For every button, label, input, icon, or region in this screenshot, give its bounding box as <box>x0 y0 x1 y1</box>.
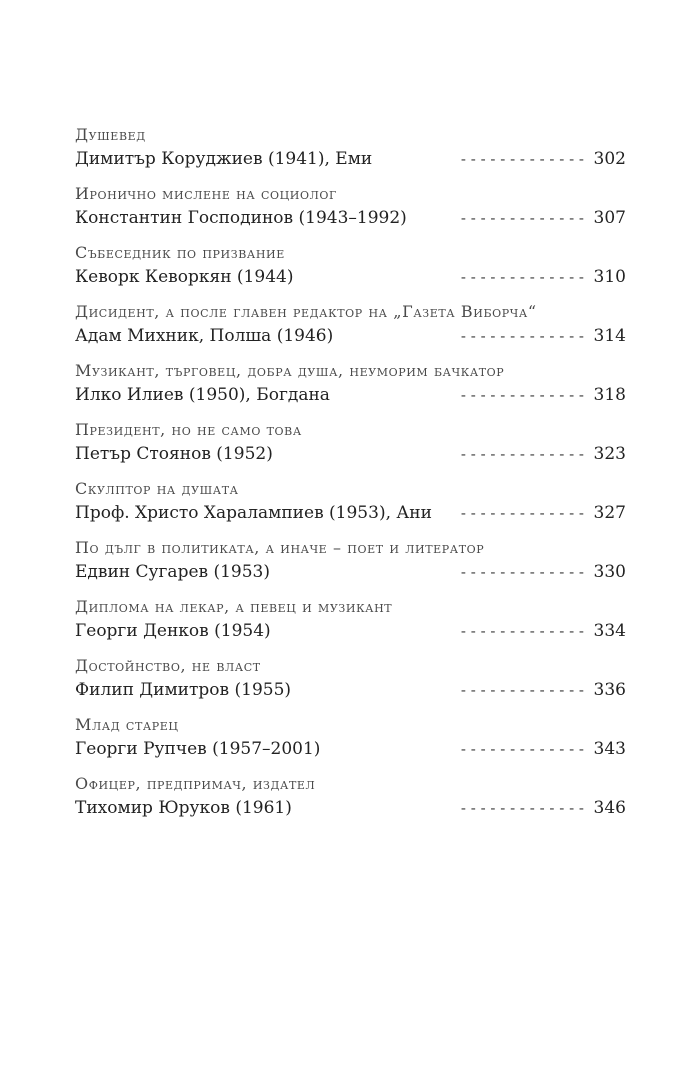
dot-leader: - - - - - - - - - - - - - <box>460 209 584 227</box>
toc-entry <box>75 655 626 714</box>
entry-name: Тихомир Юруков (1961) <box>75 798 292 818</box>
entry-page-number: 330 <box>593 562 626 582</box>
toc-entry <box>75 478 626 537</box>
entry-subtitle: Музикант, търговец, добра душа, неуморим бачкатор <box>75 361 505 380</box>
dot-leader: - - - - - - - - - - - - - <box>460 150 584 168</box>
toc-entry <box>75 242 626 301</box>
entry-line <box>75 323 626 349</box>
dot-leader: - - - - - - - - - - - - - <box>460 563 584 581</box>
entry-line <box>75 736 626 762</box>
entry-name: Проф. Христо Харалампиев (1953), Ани <box>75 503 432 523</box>
entry-line <box>75 441 626 467</box>
entry-page-number: 310 <box>593 267 626 287</box>
toc-entry <box>75 124 626 183</box>
entry-subtitle: Душевед <box>75 125 146 144</box>
entry-line <box>75 559 626 585</box>
table-of-contents <box>75 124 626 832</box>
entry-page-number: 327 <box>593 503 626 523</box>
entry-subtitle: Президент, но не само това <box>75 420 302 439</box>
entry-subtitle: Офицер, предпримач, издател <box>75 774 316 793</box>
entry-subtitle: Достойнство, не власт <box>75 656 261 675</box>
entry-subtitle: Скулптор на душата <box>75 479 239 498</box>
dot-leader: - - - - - - - - - - - - - <box>460 681 584 699</box>
entry-name: Адам Михник, Полша (1946) <box>75 326 334 346</box>
dot-leader: - - - - - - - - - - - - - <box>460 740 584 758</box>
dot-leader: - - - - - - - - - - - - - <box>460 622 584 640</box>
entry-page-number: 336 <box>593 680 626 700</box>
dot-leader: - - - - - - - - - - - - - <box>460 445 584 463</box>
entry-subtitle: Иронично мислене на социолог <box>75 184 337 203</box>
toc-entry <box>75 714 626 773</box>
entry-subtitle: Събеседник по призвание <box>75 243 285 262</box>
entry-name: Константин Господинов (1943–1992) <box>75 208 407 228</box>
entry-subtitle: Диплома на лекар, а певец и музикант <box>75 597 393 616</box>
entry-page-number: 334 <box>593 621 626 641</box>
entry-page-number: 302 <box>593 149 626 169</box>
entry-name: Илко Илиев (1950), Богдана <box>75 385 330 405</box>
entry-name: Димитър Коруджиев (1941), Еми <box>75 149 373 169</box>
dot-leader: - - - - - - - - - - - - - <box>460 799 584 817</box>
entry-page-number: 323 <box>593 444 626 464</box>
toc-entry <box>75 360 626 419</box>
entry-line <box>75 382 626 408</box>
toc-entry <box>75 537 626 596</box>
entry-subtitle: По дълг в политиката, а иначе – поет и литератор <box>75 538 485 557</box>
entry-line <box>75 264 626 290</box>
toc-entry <box>75 301 626 360</box>
entry-name: Едвин Сугарев (1953) <box>75 562 271 582</box>
entry-line <box>75 205 626 231</box>
entry-page-number: 314 <box>593 326 626 346</box>
toc-entry <box>75 596 626 655</box>
entry-name: Георги Рупчев (1957–2001) <box>75 739 321 759</box>
entry-subtitle: Млад старец <box>75 715 179 734</box>
entry-name: Георги Денков (1954) <box>75 621 271 641</box>
entry-page-number: 318 <box>593 385 626 405</box>
dot-leader: - - - - - - - - - - - - - <box>460 504 584 522</box>
dot-leader: - - - - - - - - - - - - - <box>460 327 584 345</box>
entry-name: Петър Стоянов (1952) <box>75 444 273 464</box>
entry-subtitle: Дисидент, а после главен редактор на „Газета Виборча“ <box>75 302 537 321</box>
toc-entry <box>75 419 626 478</box>
entry-line <box>75 677 626 703</box>
toc-entry <box>75 773 626 832</box>
dot-leader: - - - - - - - - - - - - - <box>460 386 584 404</box>
entry-line <box>75 795 626 821</box>
entry-line <box>75 500 626 526</box>
dot-leader: - - - - - - - - - - - - - <box>460 268 584 286</box>
entry-page-number: 343 <box>593 739 626 759</box>
entry-line <box>75 146 626 172</box>
entry-page-number: 307 <box>593 208 626 228</box>
entry-name: Филип Димитров (1955) <box>75 680 292 700</box>
toc-entry <box>75 183 626 242</box>
entry-page-number: 346 <box>593 798 626 818</box>
entry-name: Кеворк Кеворкян (1944) <box>75 267 294 287</box>
entry-line <box>75 618 626 644</box>
